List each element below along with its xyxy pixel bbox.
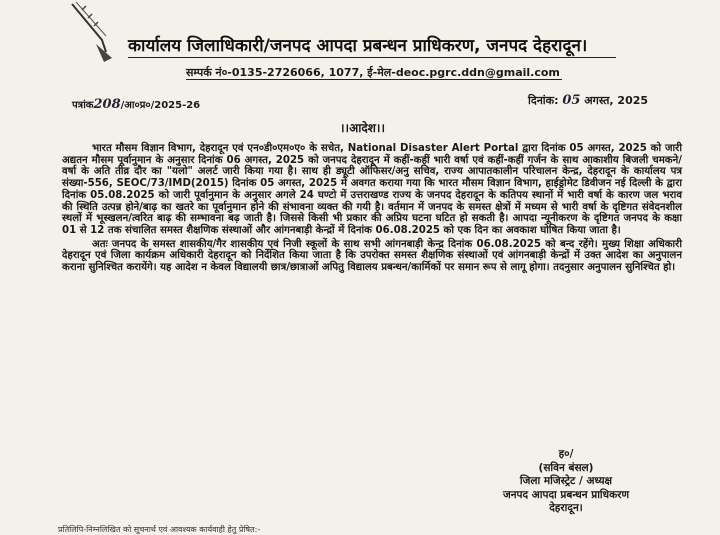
emblem-icon	[62, 0, 132, 68]
office-title: कार्यालय जिलाधिकारी/जनपद आपदा प्रबन्धन प्राधिकरण, जनपद देहरादून।	[128, 36, 588, 56]
letter-number-prefix: पत्रांक	[72, 100, 94, 111]
contact-underline	[186, 79, 562, 80]
paragraph-1-main: भारत मौसम विज्ञान विभाग, देहरादून एवं एन०डी०एम०ए० के सचेत, National Disaster Alert Portal द्वारा दिनांक 05 अगस्त, 2025 को जारी अद्यतन मौसम पूर्वानुमान के अनुसार दिनांक 06 अगस्त, 2025 को जनपद देहरादून में कहीं-कहीं भारी वर्षा एवं कहीं-कहीं गर्जन के साथ आकाशीय बिजली चमकने/वर्षा के अति तीव्र दौर का "यलो" अलर्ट जारी किया गया है। साथ ही ड्यूटी ऑफिसर/अनु सचिव, राज्य आपातकालीन परिचालन केन्द्र, देहरादून के कार्यालय पत्र संख्या-556, SEOC/73/IMD(2015) दिनांक 05 अगस्त, 2025 में अवगत कराया गया कि भारत मौसम विज्ञान विभाग, हाईड्रोमेट डिवीजन नई दिल्ली के द्वारा दिनांक 05.08.2025 को जारी पूर्वानुमान के अनुसार अगले 24 घण्टो में उत्तराखण्ड राज्य के जनपद देहरादून के कतिपय स्थानों में भारी वर्षा के कारण जल भराव की स्थिति उत्पन्न होने/बाढ़ का खतरे का पूर्वानुमान होने की संभावना व्यक्त की गयी है।	[62, 143, 682, 213]
order-body	[62, 143, 682, 276]
date-handwritten: 05	[562, 93, 581, 108]
letter-number-handwritten: 208	[93, 97, 121, 112]
letter-date	[528, 93, 648, 108]
paragraph-2-emphasis: यह आदेश न केवल विद्यालयी छात्र/छात्राओं अपितु विद्यालय प्रबन्धन/कार्मिकों पर समान रूप से लागू होगा। तदनुसार अनुपालन सुनिश्चित हो।	[160, 262, 676, 274]
paragraph-2	[62, 239, 682, 274]
letter-number	[72, 97, 200, 112]
order-heading: ।।आदेश।।	[340, 121, 385, 135]
signature-mark: ह०/	[558, 448, 574, 460]
office-contact: सम्पर्क नं०-0135-2726066, 1077, ई-मेल-deoc.pgrc.ddn@gmail.com	[186, 66, 560, 79]
paragraph-2-main: अतः जनपद के समस्त शासकीय/गैर शासकीय एवं निजी स्कूलों के साथ सभी आंगनबाड़ी केन्द्र दिनांक 06.08.2025 को बन्द रहेंगे। मुख्य शिक्षा अधिकारी देहरादून एवं जिला कार्यक्रम अधिकारी देहरादून को निर्देशित किया जाता है कि उपरोक्त समस्त शैक्षणिक संस्थाओं एवं आंगनबाड़ी केन्द्रों में उक्त आदेश का अनुपालन कराना सुनिश्चित करायेंगे।	[62, 238, 682, 274]
date-suffix: अगस्त, 2025	[584, 94, 649, 107]
paragraph-1	[62, 143, 682, 237]
paragraph-1-continuation: वर्तमान में जनपद के समस्त क्षेत्रों में मध्यम से भारी वर्षा के दृष्टिगत संवेदनशील स्थलों में भूस्खलन/त्वरित बाढ़ की सम्भावना बढ़ जाती है। जिससे किसी भी प्रकार की अप्रिय घटना घटित हो सकती है। आपदा न्यूनीकरण के दृष्टिगत जनपद के कक्षा 01 से 12 तक संचालित समस्त शैक्षणिक संस्थाओं और आंगनबाड़ी केन्द्रों में दिनांक 06.08.2025 को एक दिन का अवकाश घोषित किया जाता है।	[62, 201, 683, 236]
date-label: दिनांक:	[528, 94, 559, 107]
title-underline	[128, 57, 616, 58]
signatory-place: देहरादून।	[549, 502, 583, 514]
letter-number-suffix: /आ०प्र०/2025-26	[120, 100, 201, 111]
signatory-designation: जिला मजिस्ट्रेट / अध्यक्ष	[519, 475, 613, 487]
copy-to-line: प्रतिलिपि-निम्नलिखित को सूचनार्थ एवं आवश्यक कार्यवाही हेतु प्रेषित:-	[58, 525, 261, 534]
signatory-name: (सविन बंसल)	[538, 461, 594, 474]
signatory-authority: जनपद आपदा प्रबन्धन प्राधिकरण	[502, 488, 630, 501]
signature-block	[486, 448, 646, 516]
